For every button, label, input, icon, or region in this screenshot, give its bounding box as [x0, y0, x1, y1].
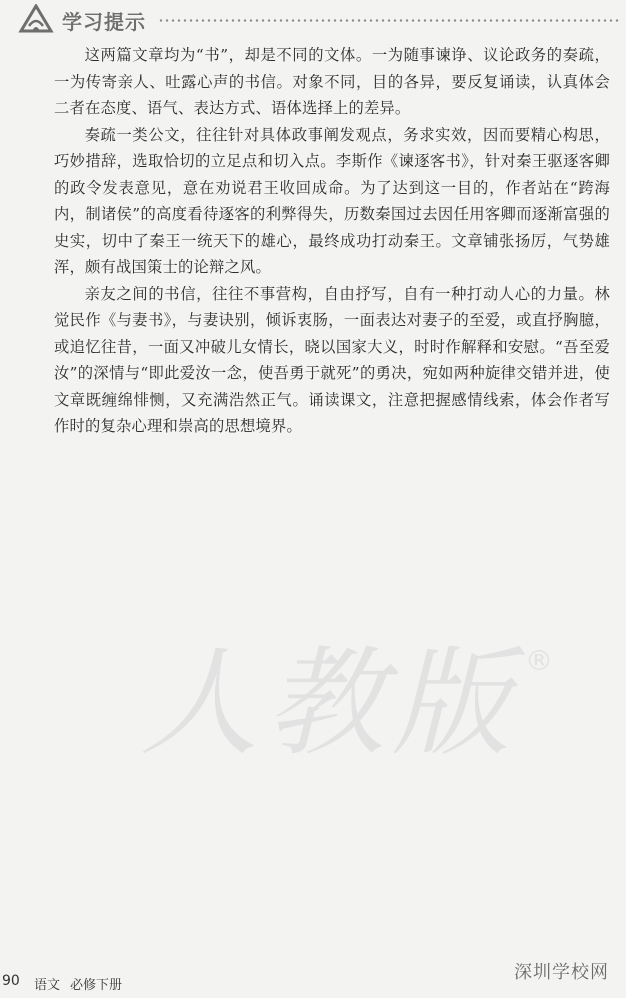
watermark-text: 人教版	[140, 634, 519, 762]
site-watermark: 深圳学校网	[514, 962, 609, 983]
paragraph-intro: 这两篇文章均为“书”，却是不同的文体。一为随事谏诤、议论政务的奏疏，一为传寄亲人、吐露心声的书信。对象不同，目的各异，要反复诵读，认真体会二者在态度、语气、表达方式、语体选择上的差异。	[54, 46, 610, 117]
section-header	[0, 0, 626, 40]
volume-label: 必修下册	[70, 978, 123, 993]
page-number: 90	[2, 973, 20, 989]
dotted-divider	[158, 19, 620, 22]
learning-tips-body	[54, 42, 610, 440]
paragraph-memorial: 奏疏一类公文，往往针对具体政事阐发观点，务求实效，因而要精心构思，巧妙措辞，选取恰切的立足点和切入点。李斯作《谏逐客书》，针对秦王驱逐客卿的政令发表意见，意在劝说君王收回成命。为了达到这一目的，作者站在“跨海内，制诸侯”的高度看待逐客的利弊得失，历数秦国过去因任用客卿而逐渐富强的史实，切中了秦王一统天下的雄心，最终成功打动秦王。文章铺张扬厉，气势雄浑，颇有战国策士的论辩之风。	[54, 125, 610, 276]
publisher-watermark	[130, 622, 560, 762]
watermark-registered-mark: ®	[525, 644, 553, 677]
section-title: 学习提示	[62, 10, 146, 34]
publisher-logo-icon	[18, 4, 54, 34]
paragraph-letter: 亲友之间的书信，往往不事营构，自由抒写，自有一种打动人心的力量。林觉民作《与妻书》，与妻诀别，倾诉衷肠，一面表达对妻子的至爱，或直抒胸臆，或追忆往昔，一面又冲破儿女情长，晓以国家大义，时时作解释和安慰。“吾至爱汝”的深情与“即此爱汝一念，使吾勇于就死”的勇决，宛如两种旋律交错并进，使文章既缠绵悱恻，又充满浩然正气。诵读课文，注意把握感情线索，体会作者写作时的复杂心理和崇高的思想境界。	[54, 284, 610, 435]
book-title: 语文	[34, 978, 61, 993]
